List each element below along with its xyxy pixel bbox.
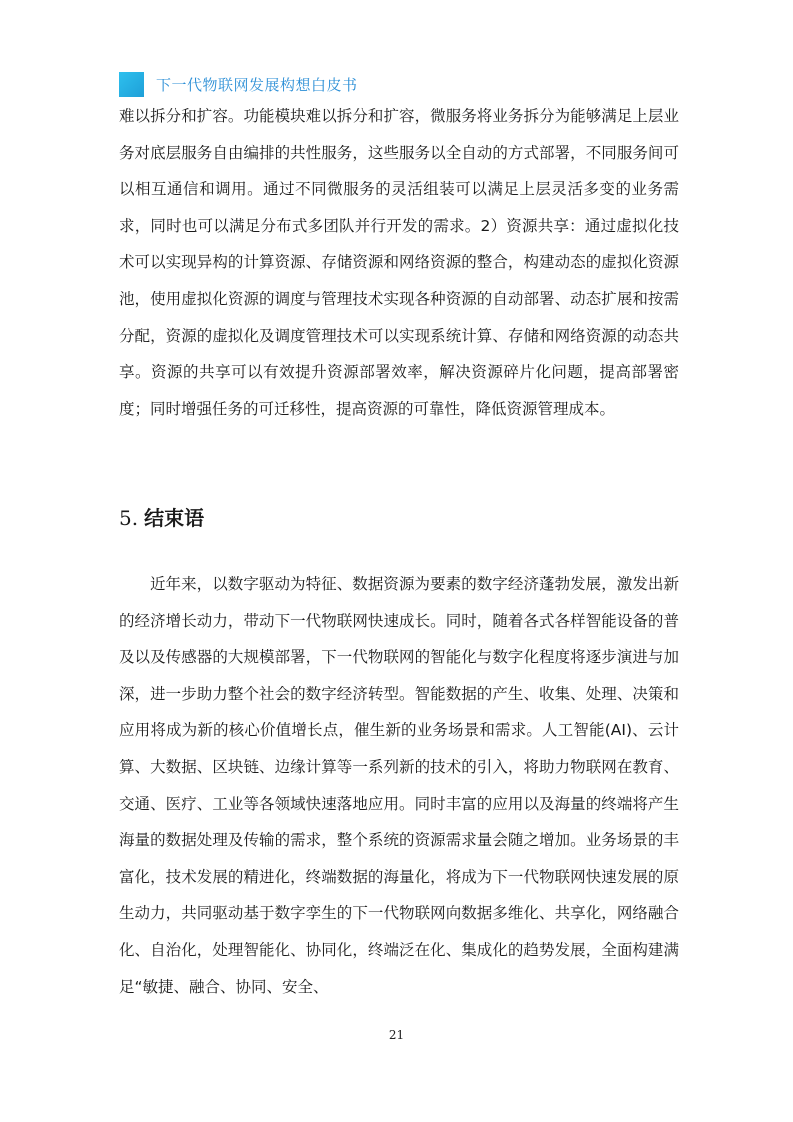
section-heading bbox=[119, 500, 204, 536]
body-text-top bbox=[119, 98, 679, 427]
page-number: 21 bbox=[388, 1028, 405, 1042]
paragraph-conclusion: 近年来，以数字驱动为特征、数据资源为要素的数字经济蓬勃发展，激发出新的经济增长动力，带动下一代物联网快速成长。同时，随着各式各样智能设备的普及以及传感器的大规模部署，下一代物联网的智能化与数字化程度将逐步演进与加深，进一步助力整个社会的数字经济转型。智能数据的产生、收集、处理、决策和应用将成为新的核心价值增长点，催生新的业务场景和需求。人工智能(AI)、云计算、大数据、区块链、边缘计算等一系列新的技术的引入，将助力物联网在教育、交通、医疗、工业等各领域快速落地应用。同时丰富的应用以及海量的终端将产生海量的数据处理及传输的需求，整个系统的资源需求量会随之增加。业务场景的丰富化，技术发展的精进化，终端数据的海量化，将成为下一代物联网快速发展的原生动力，共同驱动基于数字孪生的下一代物联网向数据多维化、共享化，网络融合化、自治化，处理智能化、协同化，终端泛在化、集成化的趋势发展，全面构建满足“敏捷、融合、协同、安全、 bbox=[119, 575, 679, 996]
section-title: 结束语 bbox=[144, 506, 205, 530]
header-accent-block bbox=[119, 72, 144, 97]
header-title: 下一代物联网发展构想白皮书 bbox=[156, 75, 358, 94]
section-number: 5. bbox=[119, 506, 139, 530]
body-text-conclusion bbox=[119, 566, 679, 1005]
page-header bbox=[119, 70, 358, 98]
paragraph-continued: 难以拆分和扩容。功能模块难以拆分和扩容，微服务将业务拆分为能够满足上层业务对底层服务自由编排的共性服务，这些服务以全自动的方式部署，不同服务间可以相互通信和调用。通过不同微服务的灵活组装可以满足上层灵活多变的业务需求，同时也可以满足分布式多团队并行开发的需求。2）资源共享：通过虚拟化技术可以实现异构的计算资源、存储资源和网络资源的整合，构建动态的虚拟化资源池，使用虚拟化资源的调度与管理技术实现各种资源的自动部署、动态扩展和按需分配，资源的虚拟化及调度管理技术可以实现系统计算、存储和网络资源的动态共享。资源的共享可以有效提升资源部署效率，解决资源碎片化问题，提高部署密度；同时增强任务的可迁移性，提高资源的可靠性，降低资源管理成本。 bbox=[119, 107, 679, 418]
